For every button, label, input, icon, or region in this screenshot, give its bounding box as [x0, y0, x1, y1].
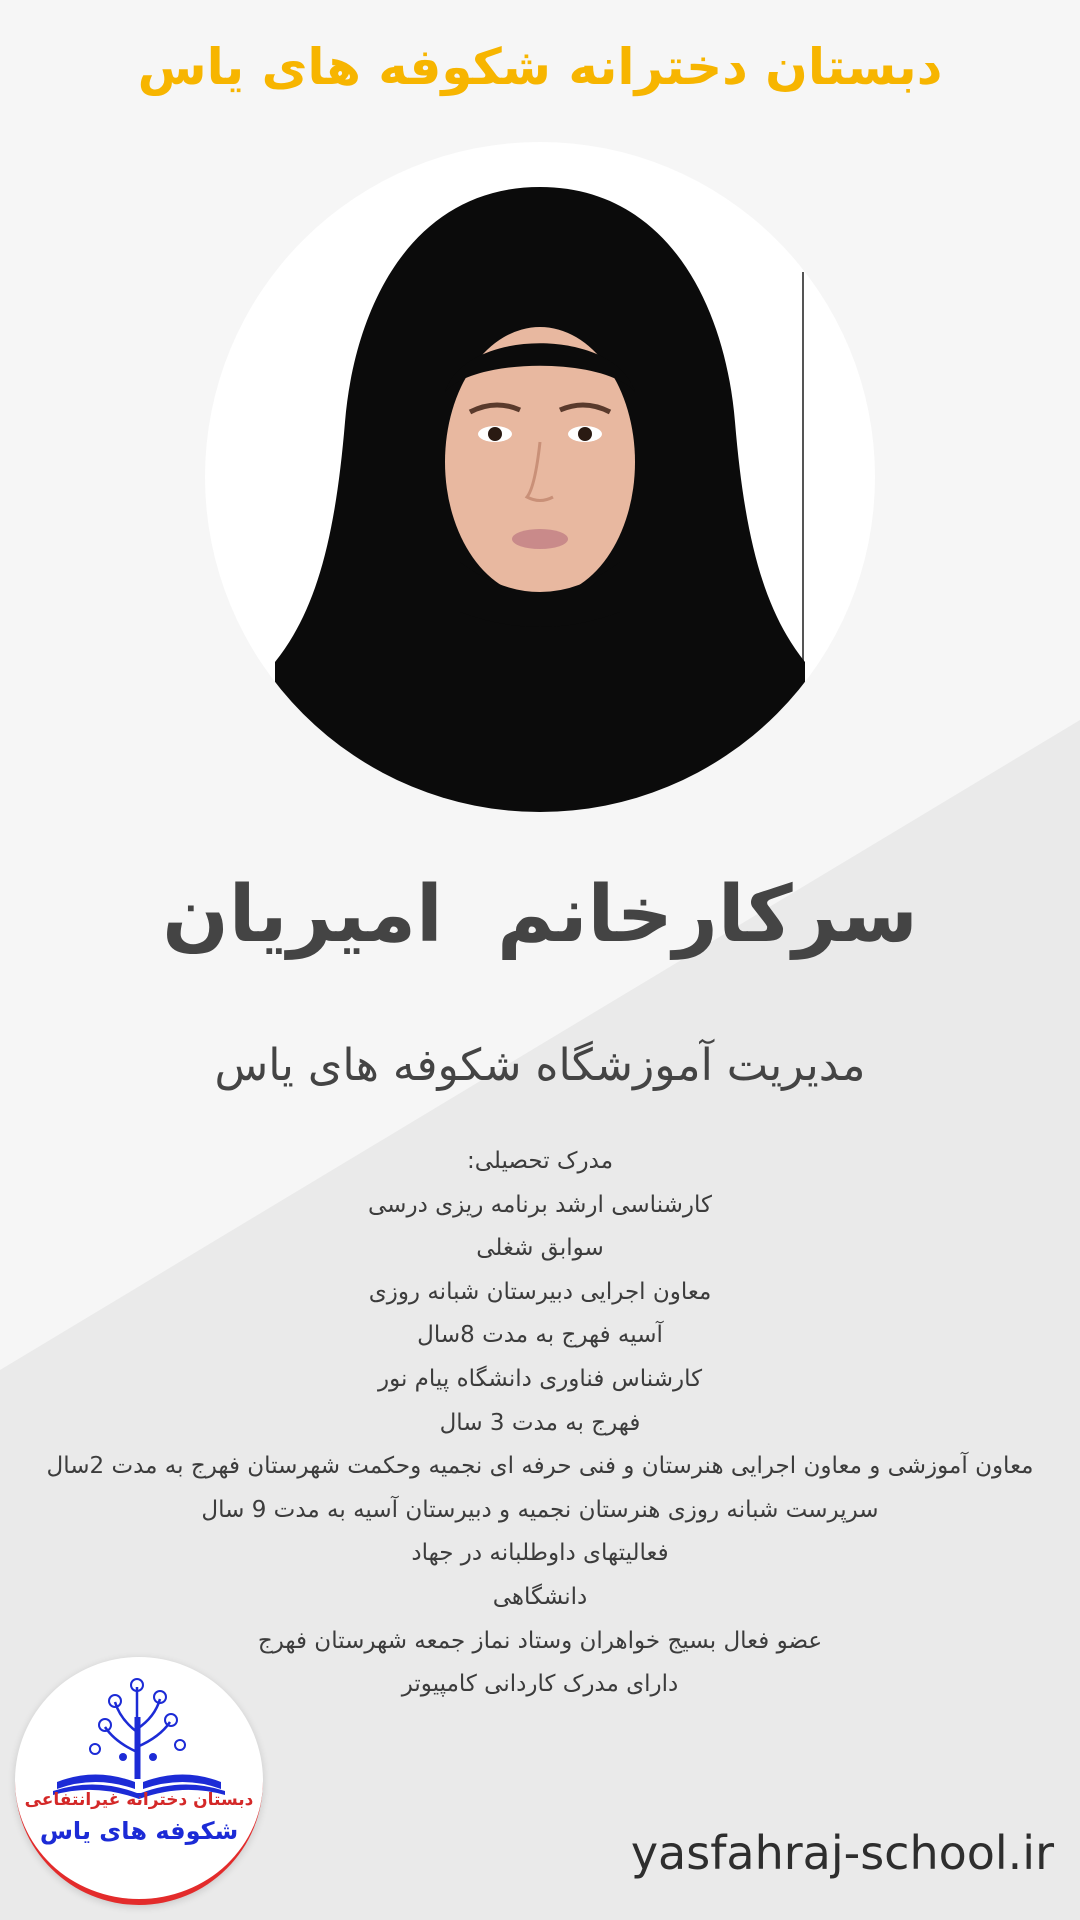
- bio-line: معاون اجرایی دبیرستان شبانه روزی: [368, 1278, 712, 1305]
- bio-line: فعالیتهای داوطلبانه در جهاد: [411, 1540, 669, 1567]
- person-name: سرکارخانم امیریان: [162, 870, 918, 960]
- bio-line: دارای مدرک کاردانی کامپیوتر: [401, 1671, 679, 1698]
- logo-text-line2: شکوفه های یاس: [39, 1817, 239, 1845]
- bio-line: فهرج به مدت 3 سال: [439, 1409, 641, 1436]
- job-position: مدیریت آموزشگاه شکوفه های یاس: [214, 1040, 866, 1091]
- website-url[interactable]: yasfahraj-school.ir: [630, 1826, 1054, 1880]
- bio-line: سوابق شغلی: [476, 1235, 604, 1262]
- bio-line: کارشناس فناوری دانشگاه پیام نور: [377, 1365, 703, 1392]
- profile-photo: [205, 142, 875, 812]
- logo-text-line1: دبستان دخترانه غیرانتفاعی: [24, 1790, 254, 1810]
- bio-line: معاون آموزشی و معاون اجرایی هنرستان و فنی حرفه ای نجمیه وحکمت شهرستان فهرج به مدت 2سال: [46, 1453, 1034, 1480]
- bio-line: مدرک تحصیلی:: [466, 1148, 614, 1174]
- bio-line: آسیه فهرج به مدت 8سال: [417, 1322, 663, 1349]
- school-title: دبستان دخترانه شکوفه های یاس: [137, 38, 943, 96]
- bio-line: دانشگاهی: [492, 1583, 588, 1610]
- bio-line: عضو فعال بسیج خواهران وستاد نماز جمعه شهرستان فهرج: [257, 1627, 823, 1654]
- bio-line: کارشناسی ارشد برنامه ریزی درسی: [368, 1191, 712, 1218]
- bio-line: سرپرست شبانه روزی هنرستان نجمیه و دبیرستان آسیه به مدت 9 سال: [201, 1496, 879, 1523]
- bio-section: [0, 1140, 1080, 1707]
- tree-book-icon: [15, 1657, 263, 1905]
- school-logo: [15, 1657, 263, 1905]
